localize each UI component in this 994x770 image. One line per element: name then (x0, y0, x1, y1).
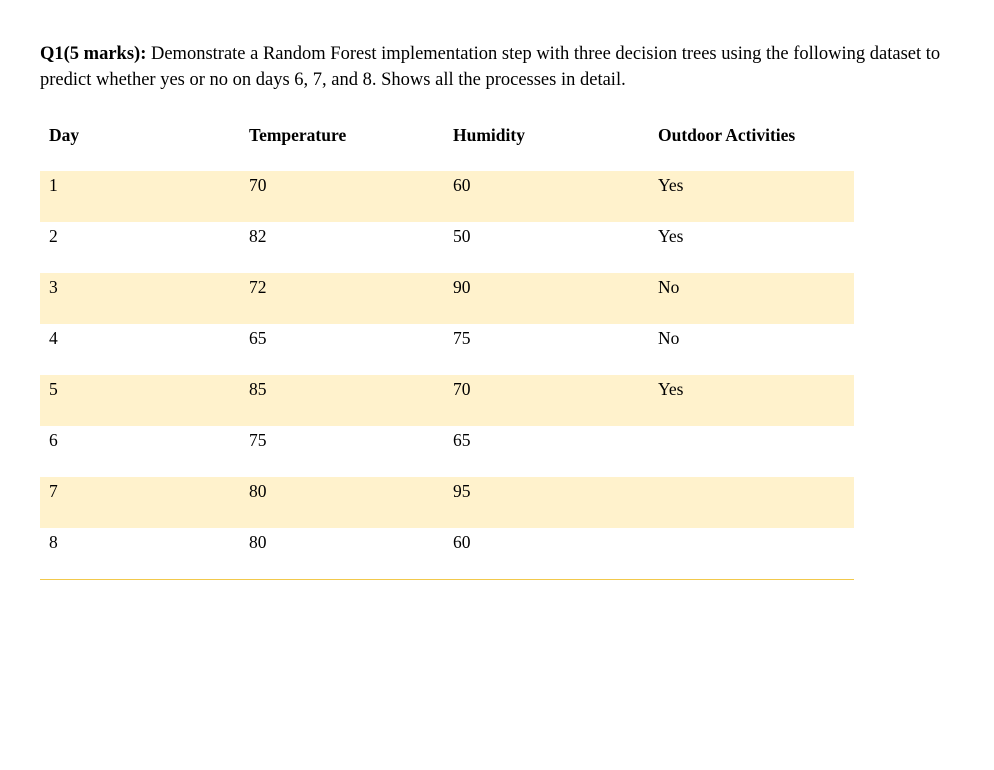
cell-humidity: 60 (444, 171, 649, 222)
cell-temperature: 85 (240, 375, 444, 426)
cell-day: 4 (49, 328, 58, 348)
cell-day: 8 (40, 528, 240, 579)
cell-outdoor-activities (649, 426, 854, 477)
dataset-table (40, 110, 854, 580)
cell-temperature: 80 (240, 528, 444, 579)
cell-temperature: 70 (240, 171, 444, 222)
header-humidity: Humidity (453, 125, 525, 145)
cell-day: 2 (49, 226, 58, 246)
table-row (40, 324, 854, 375)
cell-outdoor-activities: No (649, 273, 854, 324)
table-row (40, 171, 854, 222)
cell-temperature: 82 (249, 226, 267, 246)
header-day: Day (49, 125, 80, 145)
cell-humidity: 70 (444, 375, 649, 426)
cell-humidity: 65 (453, 430, 471, 450)
table-row (40, 273, 854, 324)
table-row (40, 528, 854, 579)
table-row (40, 222, 854, 273)
cell-temperature: 75 (249, 430, 267, 450)
cell-humidity: 60 (444, 528, 649, 579)
cell-outdoor-activities: No (658, 328, 680, 348)
table-row (40, 375, 854, 426)
question-paragraph (40, 41, 970, 93)
table-row (40, 426, 854, 477)
cell-outdoor-activities: Yes (649, 171, 854, 222)
cell-temperature: 65 (249, 328, 267, 348)
cell-temperature: 72 (240, 273, 444, 324)
cell-outdoor-activities: Yes (649, 375, 854, 426)
header-temperature: Temperature (249, 125, 347, 145)
cell-day: 5 (40, 375, 240, 426)
cell-humidity: 90 (444, 273, 649, 324)
cell-day: 6 (49, 430, 58, 450)
question-text: Demonstrate a Random Forest implementation step with three decision trees using the following dataset to predict whether yes or no on days 6, 7, and 8. Shows all the processes in detail. (40, 44, 941, 90)
cell-outdoor-activities (649, 477, 854, 528)
cell-outdoor-activities: Yes (658, 226, 684, 246)
cell-day: 3 (40, 273, 240, 324)
cell-day: 7 (40, 477, 240, 528)
cell-humidity: 75 (453, 328, 471, 348)
question-label: Q1(5 marks): (40, 44, 147, 64)
cell-humidity: 95 (444, 477, 649, 528)
cell-humidity: 50 (453, 226, 471, 246)
table-row (40, 477, 854, 528)
cell-day: 1 (40, 171, 240, 222)
table-header-row (40, 110, 854, 171)
header-outdoor-activities: Outdoor Activities (658, 125, 796, 145)
cell-temperature: 80 (240, 477, 444, 528)
cell-outdoor-activities (649, 528, 854, 579)
